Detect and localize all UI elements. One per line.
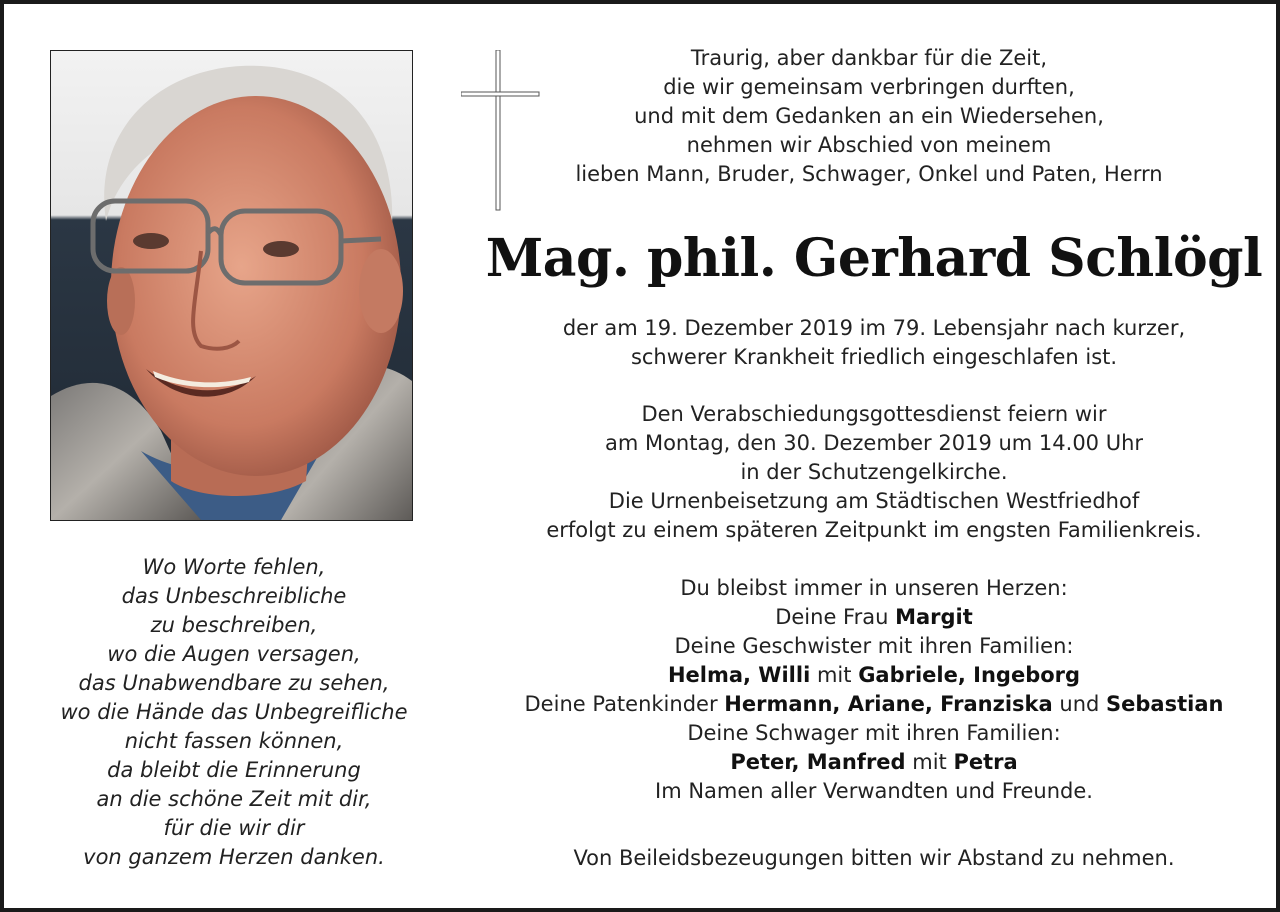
intro-line: Traurig, aber dankbar für die Zeit, <box>690 46 1048 70</box>
mourners-list <box>484 574 1264 806</box>
condolence-note: Von Beileidsbezeugungen bitten wir Abstand zu nehmen. <box>573 846 1175 870</box>
poem-line: das Unbeschreibliche <box>121 584 347 608</box>
inlaws-names-line <box>484 748 1264 777</box>
connector-und: und <box>1059 692 1100 716</box>
poem-line: zu beschreiben, <box>150 613 318 637</box>
siblings-heading: Deine Geschwister mit ihren Familien: <box>674 634 1074 658</box>
inlaws-partner: Petra <box>953 750 1018 774</box>
godchildren-names: Hermann, Ariane, Franziska <box>724 692 1053 716</box>
siblings-names-line <box>484 661 1264 690</box>
death-line: schwerer Krankheit friedlich eingeschlafen ist. <box>630 345 1118 369</box>
poem-line: von ganzem Herzen danken. <box>83 845 385 869</box>
mourners-heading: Du bleibst immer in unseren Herzen: <box>680 576 1068 600</box>
intro-line: lieben Mann, Bruder, Schwager, Onkel und Paten, Herrn <box>575 162 1163 186</box>
portrait-photo <box>50 50 413 521</box>
poem-line: nicht fassen können, <box>124 729 344 753</box>
siblings-partners: Gabriele, Ingeborg <box>858 663 1081 687</box>
wife-prefix: Deine Frau <box>775 605 889 629</box>
inlaws-heading: Deine Schwager mit ihren Familien: <box>687 721 1061 745</box>
poem-line: für die wir dir <box>163 816 305 840</box>
service-line: erfolgt zu einem späteren Zeitpunkt im engsten Familienkreis. <box>546 518 1202 542</box>
connector-mit: mit <box>816 663 852 687</box>
poem-line: das Unabwendbare zu sehen, <box>78 671 390 695</box>
inlaws-names: Peter, Manfred <box>730 750 906 774</box>
intro-line: nehmen wir Abschied von meinem <box>686 133 1052 157</box>
service-line: am Montag, den 30. Dezember 2019 um 14.00 Uhr <box>604 431 1144 455</box>
service-line: Den Verabschiedungsgottesdienst feiern wir <box>641 402 1107 426</box>
siblings-names: Helma, Willi <box>667 663 811 687</box>
intro-text <box>524 44 1214 189</box>
poem-line: an die schöne Zeit mit dir, <box>96 787 372 811</box>
service-line: Die Urnenbeisetzung am Städtischen Westfriedhof <box>608 489 1140 513</box>
death-notice <box>484 314 1264 372</box>
service-info <box>484 400 1264 545</box>
wife-name: Margit <box>895 605 973 629</box>
godchildren-prefix: Deine Patenkinder <box>524 692 718 716</box>
memorial-poem <box>34 553 434 872</box>
godchildren-last: Sebastian <box>1106 692 1224 716</box>
poem-line: da bleibt die Erinnerung <box>107 758 361 782</box>
poem-line: wo die Hände das Unbegreifliche <box>60 700 408 724</box>
connector-mit: mit <box>912 750 947 774</box>
service-line: in der Schutzengelkirche. <box>740 460 1008 484</box>
death-line: der am 19. Dezember 2019 im 79. Lebensjahr nach kurzer, <box>562 316 1186 340</box>
relatives-line: Im Namen aller Verwandten und Freunde. <box>655 779 1093 803</box>
poem-line: wo die Augen versagen, <box>107 642 361 666</box>
deceased-name: Mag. phil. Gerhard Schlögl <box>485 228 1263 289</box>
intro-line: und mit dem Gedanken an ein Wiedersehen, <box>634 104 1104 128</box>
poem-line: Wo Worte fehlen, <box>142 555 326 579</box>
intro-line: die wir gemeinsam verbringen durften, <box>663 75 1075 99</box>
mourners-wife-line <box>484 603 1264 632</box>
godchildren-line <box>484 690 1264 719</box>
portrait-image <box>51 51 412 520</box>
